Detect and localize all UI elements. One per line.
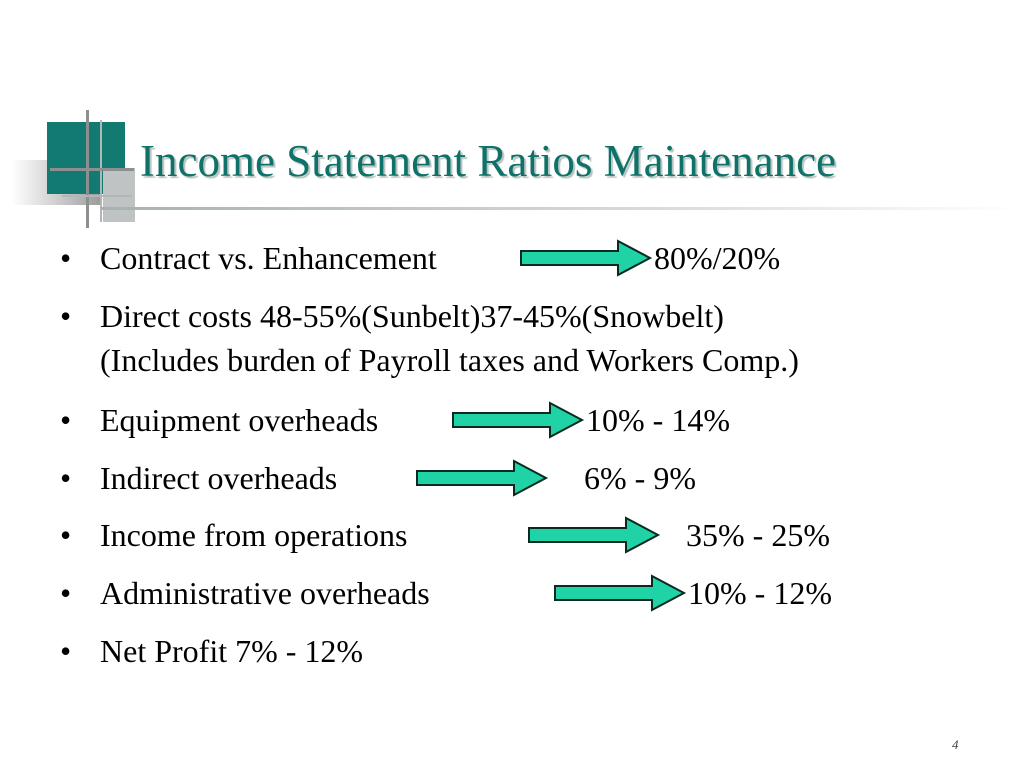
- slide-title: Income Statement Ratios Maintenance: [140, 136, 837, 186]
- bullet-value: 80%/20%: [654, 240, 781, 276]
- bullet-marker: •: [60, 633, 72, 669]
- bullet-marker: •: [60, 460, 72, 496]
- bullet-text: Equipment overheads: [100, 402, 379, 438]
- bullet-text: Net Profit 7% - 12%: [100, 633, 364, 669]
- bullet-marker: •: [60, 517, 72, 553]
- bullet-text: Income from operations: [100, 517, 408, 553]
- bullet-marker: •: [60, 298, 72, 334]
- bullet-value: 6% - 9%: [584, 460, 696, 496]
- bullet-text: Direct costs 48-55%(Sunbelt)37-45%(Snowbelt): [100, 298, 724, 334]
- bullet-text: Administrative overheads: [100, 575, 430, 611]
- right-arrow-icon: [450, 400, 586, 440]
- bullet-value: 35% - 25%: [686, 517, 830, 553]
- page-number: 4: [952, 737, 959, 752]
- bullet-text-continuation: (Includes burden of Payroll taxes and Workers Comp.): [100, 342, 799, 378]
- bullet-text: Indirect overheads: [100, 460, 338, 496]
- right-arrow-icon: [526, 515, 662, 555]
- bullet-marker: •: [60, 240, 72, 276]
- bullet-text: Contract vs. Enhancement: [100, 240, 437, 276]
- bullet-marker: •: [60, 575, 72, 611]
- right-arrow-icon: [552, 573, 688, 613]
- bullet-marker: •: [60, 402, 72, 438]
- right-arrow-icon: [518, 238, 654, 278]
- bullet-value: 10% - 14%: [586, 402, 730, 438]
- right-arrow-icon: [414, 458, 550, 498]
- bullet-value: 10% - 12%: [688, 575, 832, 611]
